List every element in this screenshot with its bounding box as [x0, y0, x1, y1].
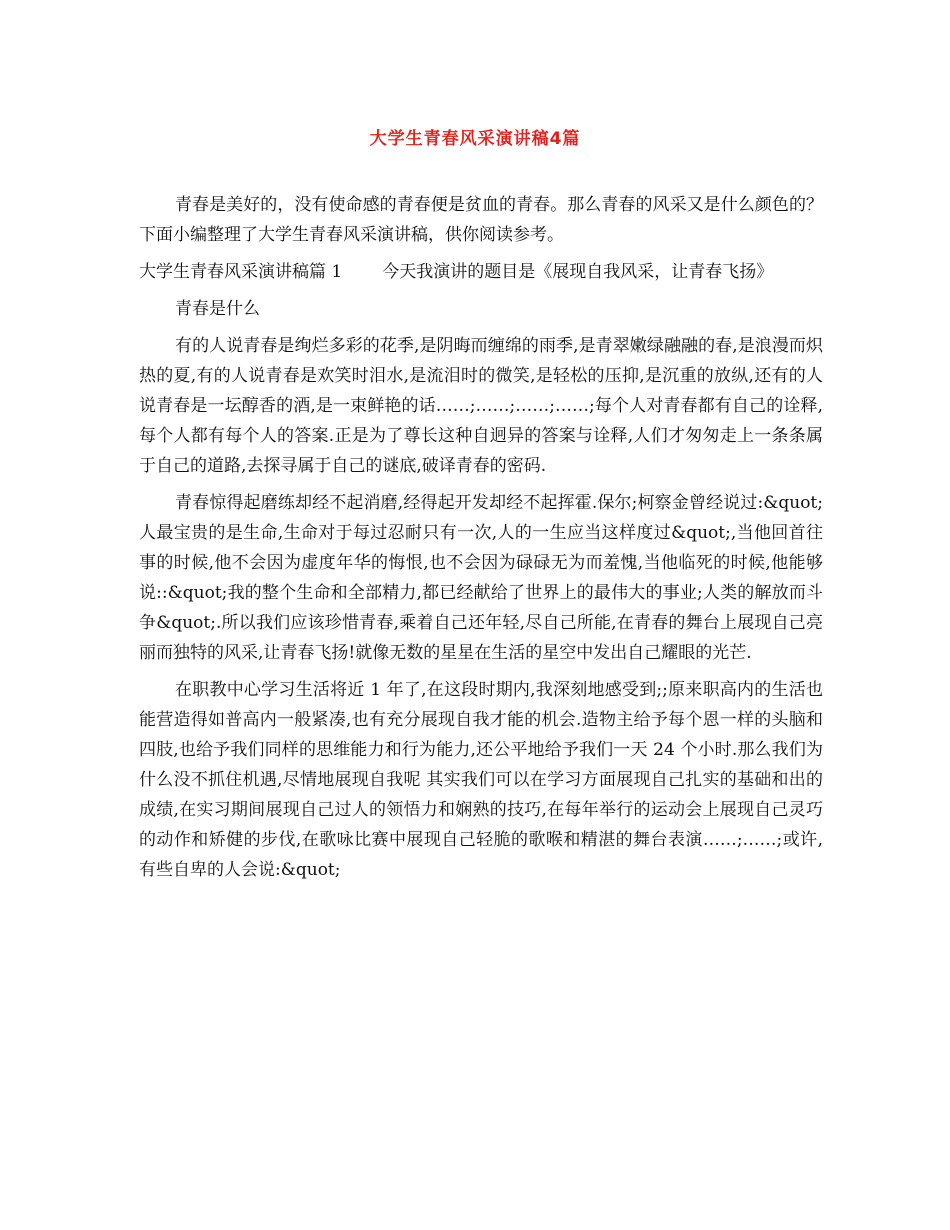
body-paragraph-3: 在职教中心学习生活将近 1 年了,在这段时期内,我深刻地感受到;;原来职高内的生活也能营造得如普高内一般紧凑,也有充分展现自我才能的机会.造物主给予每个恩一样的头脑和四肢,也给予我们同样的思维能力和行为能力,还公平地给予我们一天 24 个小时.那么我们为什么没不抓住机遇,尽情地展现自我呢 其实我们可以在学习方面展现自己扎实的基础和出的成绩,在实习期间展现自己过人的领悟力和娴熟的技巧,在每年举行的运动会上展现自己灵巧的动作和矫健的步伐,在歌咏比赛中展现自己轻脆的歌喉和精湛的舞台表演……;……;或许,有些自卑的人会说:&quot; — [139, 680, 823, 880]
question-line: 青春是什么 — [175, 299, 260, 319]
document-body — [139, 190, 823, 892]
section-heading-line — [139, 257, 823, 287]
intro-paragraph: 青春是美好的，没有使命感的青春便是贫血的青春。那么青春的风采又是什么颜色的？下面小编整理了大学生青春风采演讲稿，供你阅读参考。 — [139, 195, 823, 245]
document-title: 大学生青春风采演讲稿4篇 — [369, 129, 581, 149]
section-heading: 大学生青春风采演讲稿篇 1 — [139, 262, 343, 282]
section-first-sentence: 今天我演讲的题目是《展现自我风采，让青春飞扬》 — [382, 262, 774, 282]
body-paragraph-1: 有的人说青春是绚烂多彩的花季,是阴晦而缠绵的雨季,是青翠嫩绿融融的春,是浪漫而炽热的夏,有的人说青春是欢笑时泪水,是流泪时的微笑,是轻松的压抑,是沉重的放纵,还有的人说青春是一坛醇香的酒,是一束鲜艳的话……;……;……;……;每个人对青春都有自己的诠释,每个人都有每个人的答案.正是为了尊长这种自迥异的答案与诠释,人们才匆匆走上一条条属于自己的道路,去探寻属于自己的谜底,破译青春的密码. — [139, 336, 823, 476]
body-paragraph-2: 青春惊得起磨练却经不起消磨,经得起开发却经不起挥霍.保尔;柯察金曾经说过:&quot;人最宝贵的是生命,生命对于每过忍耐只有一次,人的一生应当这样度过&quot;,当他回首往事的时候,他不会因为虚度年华的悔恨,也不会因为碌碌无为而羞愧,当他临死的时候,他能够说::&quot;我的整个生命和全部精力,都已经献给了世界上的最伟大的事业;人类的解放而斗争&quot;.所以我们应该珍惜青春,乘着自己还年轻,尽自己所能,在青春的舞台上展现自己亮丽而独特的风采,让青春飞扬!就像无数的星星在生活的星空中发出自己耀眼的光芒. — [139, 493, 823, 663]
